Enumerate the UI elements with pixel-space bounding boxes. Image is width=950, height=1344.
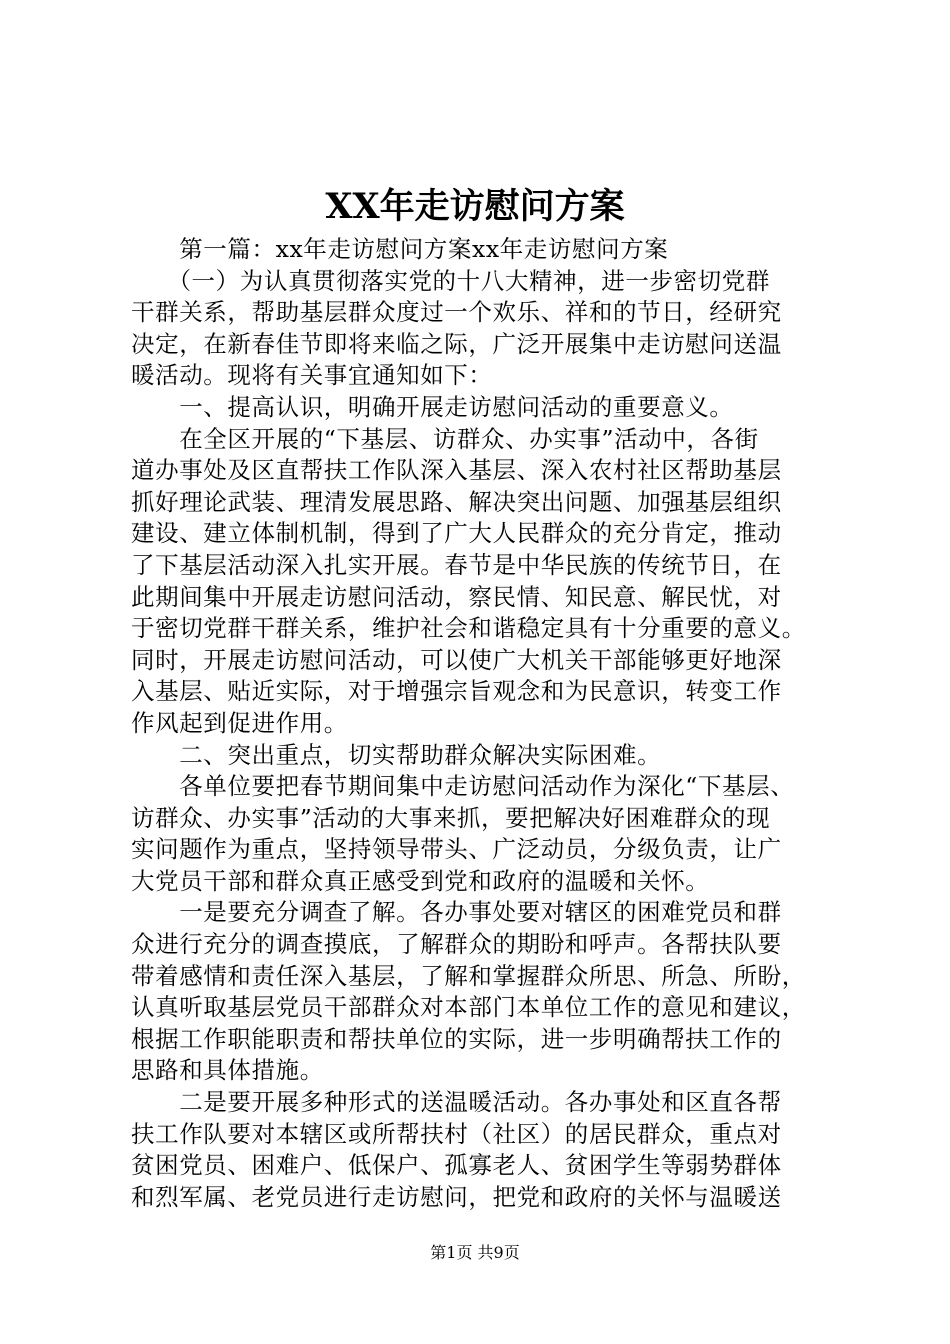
text-line: 二是要开展多种形式的送温暖活动。各办事处和区直各帮: [131, 1088, 782, 1117]
text-line: 同时，开展走访慰问活动，可以使广大机关干部能够更好地深: [131, 645, 782, 674]
text-line: 干群关系，帮助基层群众度过一个欢乐、祥和的节日，经研究: [131, 298, 782, 327]
text-line: 决定，在新春佳节即将来临之际，广泛开展集中走访慰问送温: [131, 329, 782, 358]
text-line: 扶工作队要对本辖区或所帮扶村（社区）的居民群众，重点对: [131, 1119, 782, 1148]
text-line: 作风起到促进作用。: [131, 708, 348, 737]
text-line: 二、突出重点，切实帮助群众解决实际困难。: [131, 740, 662, 769]
text-line: 建设、建立体制机制，得到了广大人民群众的充分肯定，推动: [131, 519, 782, 548]
text-line: 思路和具体措施。: [131, 1056, 324, 1085]
text-line: 道办事处及区直帮扶工作队深入基层、深入农村社区帮助基层: [131, 456, 782, 485]
text-line: 众进行充分的调查摸底，了解群众的期盼和呼声。各帮扶队要: [131, 930, 782, 959]
document-body: [131, 234, 835, 1213]
text-line: 一是要充分调查了解。各办事处要对辖区的困难党员和群: [131, 898, 782, 927]
text-line: 第一篇：xx年走访慰问方案xx年走访慰问方案: [131, 235, 669, 263]
text-line: 暖活动。现将有关事宜通知如下：: [131, 361, 493, 390]
text-line: 认真听取基层党员干部群众对本部门本单位工作的意见和建议，: [131, 993, 806, 1022]
text-line: 于密切党群干群关系，维护社会和谐稳定具有十分重要的意义。: [131, 614, 806, 643]
page-footer: [0, 1241, 950, 1265]
text-line: 一、提高认识，明确开展走访慰问活动的重要意义。: [131, 392, 734, 421]
text-line: 访群众、办实事”活动的大事来抓，要把解决好困难群众的现: [131, 803, 771, 832]
text-line: 贫困党员、困难户、低保户、孤寡老人、贫困学生等弱势群体: [131, 1151, 782, 1180]
text-line: 带着感情和责任深入基层，了解和掌握群众所思、所急、所盼，: [131, 961, 806, 990]
text-line: 各单位要把春节期间集中走访慰问活动作为深化“下基层、: [131, 772, 795, 801]
text-line: 抓好理论武装、理清发展思路、解决突出问题、加强基层组织: [131, 487, 782, 516]
page-number-label: 第1页 共9页: [430, 1243, 520, 1262]
text-line: 此期间集中开展走访慰问活动，察民情、知民意、解民忧，对: [131, 582, 782, 611]
text-line: 大党员干部和群众真正感受到党和政府的温暖和关怀。: [131, 866, 710, 895]
text-line: （一）为认真贯彻落实党的十八大精神，进一步密切党群: [131, 266, 770, 295]
page-title: XX年走访慰问方案: [325, 186, 625, 227]
text-line: 在全区开展的“下基层、访群众、办实事”活动中，各街: [131, 424, 759, 453]
text-line: 实问题作为重点，坚持领导带头、广泛动员，分级负责，让广: [131, 835, 782, 864]
text-line: 根据工作职能职责和帮扶单位的实际，进一步明确帮扶工作的: [131, 1024, 782, 1053]
text-line: 入基层、贴近实际，对于增强宗旨观念和为民意识，转变工作: [131, 677, 782, 706]
text-line: 了下基层活动深入扎实开展。春节是中华民族的传统节日，在: [131, 550, 782, 579]
text-line: 和烈军属、老党员进行走访慰问，把党和政府的关怀与温暖送: [131, 1182, 782, 1211]
